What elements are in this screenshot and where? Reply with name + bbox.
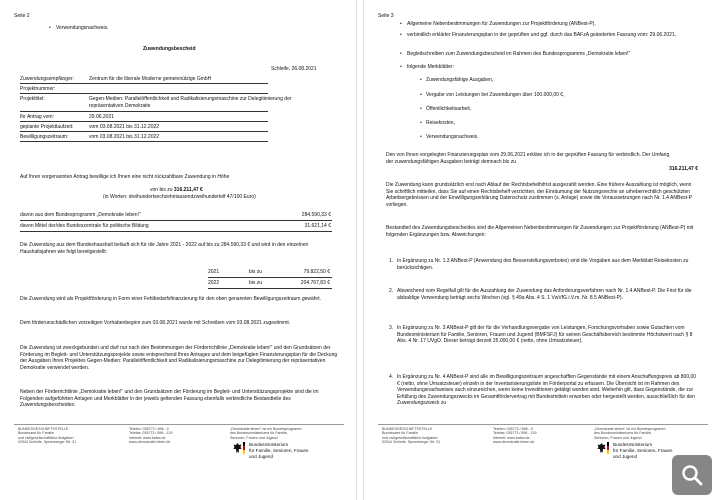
list-number: 2. (389, 288, 394, 294)
year-label: 2021 (208, 269, 220, 275)
document-heading: Zuwendungsbescheid (143, 46, 196, 52)
numbered-item: Abweichend vom Regelfall gilt für die Auszahlung der Zuwendung das Anforderungsverfahren nach Nr. 1.4 ANBest-P. Die Frist für die alsbaldige Verwendung beträgt sechs Wochen (vgl. § 49a Abs. 4 S. 1 VwVfG i.V.m. Nr. 8.5 ANBest-P). (397, 288, 692, 301)
year-value: 79.822,50 € (303, 269, 330, 275)
funding-underline (20, 231, 332, 232)
field-underline (20, 83, 268, 84)
bullet-item: • verbindlich erklärter Finanzierungsplan in der geprüften und ggf. durch das BAFzA geänderten Fassung vom: 29.06.2021, (407, 32, 687, 39)
year-mid: bis zu (249, 280, 263, 286)
document-page-left (0, 0, 357, 500)
field-label: geplante Projektlaufzeit: (20, 124, 74, 130)
federal-eagle-icon (597, 442, 606, 454)
footer-address: BUNDESGESCHÄFTSSTELLE Bundesamt für Familie und zivilgesellschaftliche Aufgaben 02944 Schleife, Spremberger Str. 31 (18, 427, 77, 445)
footer-contact: Telefon: 035773 / 896 - 0 Telefax: 035773 / 896 - 129 Internet: www.bafza.de www.demokratie-leben.de (493, 427, 537, 445)
year-value: 204.767,83 € (300, 280, 330, 286)
footer-separator (14, 424, 344, 425)
german-flag-icon (243, 442, 245, 454)
footer-contact: Telefon: 035773 / 896 - 0 Telefax: 035773 / 896 - 129 Internet: www.bafza.de www.demokratie-leben.de (129, 427, 173, 445)
sub-bullet-item: • Verwendungsnachweis. (426, 134, 479, 141)
field-label: Projekttitel: (20, 96, 45, 102)
intro-text: Auf Ihren vorgenannten Antrag bewillige ich Ihnen eine nicht rückzahlbare Zuwendung in Höhe (20, 174, 230, 180)
ministry-name: Bundesministerium für Familie, Senioren, Frauen und Jugend (613, 442, 673, 460)
funding-label: davon Mittel der/des Bundeszentrale für politische Bildung (20, 223, 149, 229)
sub-bullet-item: • Zuwendungsfähige Ausgaben, (426, 77, 493, 84)
bullet-item: • Begleitschreiben zum Zuwendungsbescheid im Rahmen des Bundesprogramms „Demokratie leben!“ (407, 51, 630, 58)
field-label: Projektnummer: (20, 86, 56, 92)
funding-underline (20, 220, 332, 221)
footer-separator (378, 424, 708, 425)
amount-words: (in Worten: dreihundertsechzehntausendzweihundertelf 47/100 Euro) (103, 194, 256, 200)
amount-value: 316.211,47 € (173, 187, 203, 193)
ministry-name: Bundesministerium für Familie, Senioren, Frauen und Jugend (249, 442, 309, 460)
place-date: Schleife, 26.08.2021 (271, 66, 317, 72)
field-value: vom 03.08.2021 bis 31.12.2022 (89, 134, 160, 140)
footer-program-note: „Demokratie leben!“ ist ein Bundesprogramm des Bundesministeriums für Familie, Senioren, Frauen und Jugend (230, 427, 302, 440)
field-value: Zentrum für die liberale Moderne gemeinnützige GmbH (89, 76, 212, 82)
page-label: Seite 3 (378, 13, 394, 19)
field-value: 29.06.2021 (89, 114, 115, 120)
federal-eagle-icon (233, 442, 242, 454)
plan-paragraph: Den von Ihnen vorgelegten Finanzierungsplan vom 29.06.2021 erkläre ich in der geprüften Fassung für verbindlich. Der Umfang der zuwendungsfähigen Ausgaben beträgt demnach bis zu (386, 152, 670, 165)
year-underline (208, 277, 332, 278)
year-label: 2022 (208, 280, 220, 286)
magnifier-icon (680, 463, 704, 487)
year-mid: bis zu (249, 269, 263, 275)
year-underline (208, 288, 332, 289)
list-number: 3. (389, 325, 394, 331)
field-underline (20, 111, 268, 112)
numbered-item: In Ergänzung zu Nr. 3 ANBest-P gilt der für die Verhandlungsvergabe von Leistungen, Forschungsvorhaben sowie Gutachten vom Bundesministerium für Familie, Senioren, Frauen und Jugend (BMFSFJ) für seinen Geschäftsbereich bestimmte Höchstwert nach § 8 Abs. 4 Nr. 17 UVgO. Dieser beträgt derzeit 25.000,00 € (netto, ohne Umsatzsteuer). (397, 325, 693, 345)
footer-program-note: „Demokratie leben!“ ist ein Bundesprogramm des Bundesministeriums für Familie, Senioren, Frauen und Jugend (594, 427, 666, 440)
bullet-item: • folgende Merkblätter: (407, 64, 454, 71)
budget-paragraph: Die Zuwendung aus dem Bundeshaushalt beläuft sich für die Jahre 2021 - 2022 auf bis zu 284.590,33 € und wird in den einzelnen Haushaltsjahren wie folgt bereitgestellt: (20, 242, 309, 255)
zoom-search-button[interactable] (672, 455, 712, 495)
numbered-item: In Ergänzung zu Nr. 4 ANBest-P sind alle im Bewilligungszeitraum angeschafften Gegenstände mit einem Anschaffungspreis ab 800,00 € (netto, ohne Umsatzsteuer) einzeln in der Inventarisierungsliste im Förderportal zu erfassen. Die Übersicht ist im Rahmen des Verwendungsnachweises auch einzureichen, wenn keine Investitionen getätigt worden sind. Weiterhin gilt, dass Gegenstände, die zur Erfüllung des Zuwendungszwecks im Gesamtfördervertrag mit Bundesmitteln erworben oder hergestellt werden, ausschließlich für den Zuwendungszweck zu (397, 374, 697, 407)
amount-line (150, 187, 203, 194)
funding-value: 284.590,33 € (301, 212, 331, 218)
field-label: Zuwendungsempfänger: (20, 76, 74, 82)
field-underline (20, 121, 268, 122)
field-label: Ihr Antrag vom: (20, 114, 54, 120)
field-label: Bewilligungszeitraum: (20, 134, 69, 140)
field-underline (20, 141, 268, 142)
paragraph-purpose: Die Zuwendung ist zweckgebunden und darf nur nach den Bestimmungen der Förderrichtlinie „Demokratie leben!“ und den Grundsätzen der Förderung im Begleit- und Unterstützungsprojekte sowie entsprechend Ihres Antrages und dem beigefügten Finanzierungsplan für die Deckung der Ausgaben Ihres Projektes Gegen-Medien: Parallelöffentlichkeit und Radikalisierungsmaschine zur Delegitimierung der repräsentativen Demokratie verwendet werden. (20, 345, 338, 371)
bullet-item: • Allgemeine Nebenbestimmungen für Zuwendungen zur Projektförderung (ANBest-P), (407, 21, 596, 28)
bullet-item: • Verwendungsnachweis. (56, 25, 109, 32)
field-underline (20, 93, 268, 94)
field-underline (20, 131, 268, 132)
plan-amount: 316.211,47 € (669, 166, 698, 172)
list-number: 4. (389, 374, 394, 380)
funding-label: davon aus dem Bundesprogramm „Demokratie leben!“ (20, 212, 141, 218)
sub-bullet-item: • Öffentlichkeitsarbeit, (426, 106, 471, 113)
paragraph-start: Dem förderunschädlichen vorzeitigen Vorhabenbeginn zum 03.08.2021 wurde mit Schreiben vom 03.08.2021 zugestimmt. (20, 320, 291, 326)
list-number: 1. (389, 258, 394, 264)
field-value: vom 03.08.2021 bis 31.12.2022 (89, 124, 160, 130)
german-flag-icon (607, 442, 609, 454)
document-page-right (363, 0, 720, 500)
paragraph-attachments: Neben der Förderrichtlinie „Demokratie leben!“ und den Grundsätzen der Förderung im Begleit- und Unterstützungsprojekte sind die im Folgenden aufgeführten Anlagen und Merkblätter in der jeweils geltenden Fassung ebenfalls verbindliche Bestandteile des Zuwendungsbescheides: (20, 389, 319, 409)
field-value: Gegen-Medien: Parallelöffentlichkeit und Radikalisierungsmaschine zur Delegitimierung der repräsentativen Demokratie (89, 96, 292, 109)
footer-address: BUNDESGESCHÄFTSSTELLE Bundesamt für Familie und zivilgesellschaftliche Aufgaben 02944 Schleife, Spremberger Str. 31 (382, 427, 441, 445)
sub-bullet-item: • Vergabe von Leistungen bei Zuwendungen über 100.000,00 €, (426, 92, 564, 99)
funding-value: 31.621,14 € (304, 223, 331, 229)
sub-bullet-item: • Reisekosten, (426, 120, 455, 127)
paragraph-anbest: Bestandteil des Zuwendungsbescheides sind die Allgemeinen Nebenbestimmungen für Zuwendungen zur Projektförderung (ANBest-P) mit folgenden Ergänzungen bzw. Abweichungen: (386, 225, 694, 238)
amount-prefix: von bis zu (150, 187, 173, 193)
paragraph-form: Die Zuwendung wird als Projektförderung in Form einer Fehlbedarfsfinanzierung für den oben genannten Bewilligungszeitraum gewährt. (20, 296, 322, 302)
numbered-item: In Ergänzung zu Nr. 1.3 ANBest-P (Anwendung des Besserstellungsverbotes) sind die Vorgaben aus dem Merkblatt Reisekosten zu berücksichtigen. (397, 258, 689, 271)
paragraph-retention: Die Zuwendung kann grundsätzlich erst nach Ablauf der Rechtsbehelfsfrist ausgezahlt werden. Eine frühere Auszahlung ist möglich, wenn Sie schriftlich mitteilen, dass Sie auf einen Rechtsbehelf verzichten, der Einräumung der Nutzungsrechte an urheberrechtlich geschützten Arbeitsergebnissen und der Einwilligungserklärung Datenschutz zustimmen (s. Anlage) sowie die Voraussetzungen nach Nr. 1.4 ANBest-P vorliegen. (386, 182, 692, 208)
page-label: Seite 2 (14, 13, 30, 19)
